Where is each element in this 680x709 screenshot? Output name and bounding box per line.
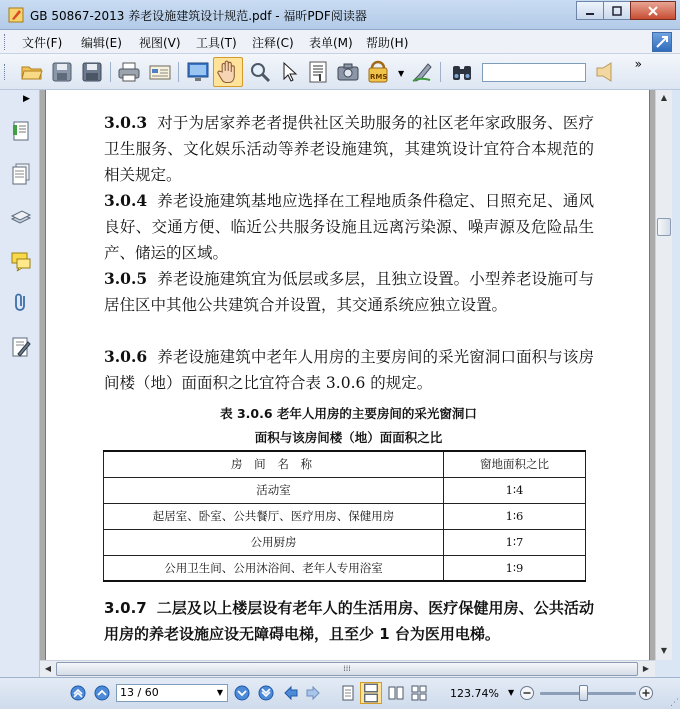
title-bar (0, 0, 680, 30)
menu-form[interactable]: 表单(M) (309, 36, 353, 50)
table-cell-ratio: 1∶6 (444, 503, 586, 529)
hand-tool-icon (214, 58, 242, 86)
table-cell-ratio: 1∶9 (444, 555, 586, 581)
open-folder-icon[interactable] (20, 60, 44, 84)
maximize-icon (612, 6, 622, 16)
status-bar (0, 677, 680, 709)
table-header-room: 房 间 名 称 (104, 451, 444, 477)
close-button[interactable] (630, 1, 676, 20)
maximize-button[interactable] (603, 1, 631, 20)
toolbar (0, 54, 680, 90)
zoom-slider-track[interactable] (540, 692, 636, 695)
continuous-facing-icon[interactable] (411, 685, 427, 701)
foxit-app-icon (8, 7, 24, 23)
hand-tool-button[interactable] (213, 57, 243, 87)
clause-text: 养老设施建筑宜为低层或多层，且独立设置。小型养老设施可与居住区中其他公共建筑合并设置，其交通系统应独立设置。 (104, 270, 594, 314)
window-ratio-table (103, 450, 586, 582)
table-caption-line1: 表 3.0.6 老年人用房的主要房间的采光窗洞口 (220, 406, 477, 421)
scroll-down-arrow[interactable]: ▼ (660, 646, 668, 655)
previous-page-icon[interactable] (94, 685, 110, 701)
panel-expand-arrow[interactable]: ▶ (23, 94, 30, 104)
single-page-icon[interactable] (340, 685, 356, 701)
attachments-icon[interactable] (10, 291, 32, 313)
menu-comment[interactable]: 注释(C) (252, 36, 294, 50)
email-icon[interactable] (148, 60, 172, 84)
rms-button[interactable] (366, 60, 396, 84)
table-cell-ratio: 1∶4 (444, 477, 586, 503)
back-arrow-icon[interactable] (283, 685, 299, 701)
menu-file[interactable]: 文件(F) (22, 36, 63, 50)
toolbar-separator (440, 62, 441, 82)
toolbar-separator (110, 62, 111, 82)
clause-number: 3.0.7 (104, 599, 147, 617)
print-icon[interactable] (117, 60, 141, 84)
save-as-icon[interactable] (80, 60, 104, 84)
layers-icon[interactable] (10, 206, 32, 228)
fullscreen-icon[interactable] (186, 60, 210, 84)
menu-edit[interactable]: 编辑(E) (81, 36, 122, 50)
toolbar-more-chevron[interactable]: » (634, 57, 642, 71)
next-page-icon[interactable] (234, 685, 250, 701)
expand-icon[interactable] (652, 32, 672, 52)
clause-3-0-7 (104, 595, 594, 647)
clause-text: 二层及以上楼层设有老年人的生活用房、医疗保健用房、公共活动用房的养老设施应设无障碍电梯，且至少 1 台为医用电梯。 (104, 599, 594, 643)
table-row (104, 503, 586, 529)
table-cell-ratio: 1∶7 (444, 529, 586, 555)
clause-text: 养老设施建筑基地应选择在工程地质条件稳定、日照充足、通风良好、交通方便、临近公共服务设施且远离污染源、噪声源及危险品生产、储运的区域。 (104, 192, 594, 262)
zoom-tool-icon[interactable] (248, 60, 272, 84)
clause-text: 对于为居家养老者提供社区关助服务的社区老年家政服务、医疗卫生服务、文化娱乐活动等养老设施建筑，其建筑设计宜符合本规范的相关规定。 (104, 114, 594, 184)
vertical-scroll-thumb[interactable] (657, 218, 671, 236)
find-next-icon[interactable] (593, 60, 617, 84)
find-binoculars-icon[interactable] (450, 60, 474, 84)
table-row (104, 477, 586, 503)
find-input[interactable] (482, 63, 586, 82)
table-cell-room: 公用厨房 (104, 529, 444, 555)
clause-3-0-4 (104, 188, 594, 266)
clause-3-0-3 (104, 110, 594, 188)
pages-icon[interactable] (10, 163, 32, 185)
menu-help[interactable]: 帮助(H) (366, 36, 409, 50)
table-cell-room: 活动室 (104, 477, 444, 503)
page-number-value: 13 / 60 (120, 686, 159, 699)
page-dropdown-arrow[interactable]: ▼ (216, 688, 224, 697)
clause-text: 养老设施建筑中老年人用房的主要房间的采光窗洞口面积与该房间楼（地）面面积之比宜符合表 3.0.6 的规定。 (104, 348, 594, 392)
page-number-field[interactable] (116, 684, 228, 702)
vertical-scrollbar[interactable] (655, 90, 672, 660)
table-caption-line2: 面积与该房间楼（地）面面积之比 (254, 430, 443, 445)
window-controls (577, 1, 676, 20)
menu-view[interactable]: 视图(V) (139, 36, 181, 50)
minimize-button[interactable] (576, 1, 604, 20)
scroll-up-arrow[interactable]: ▲ (660, 93, 668, 102)
bookmarks-icon[interactable] (10, 120, 32, 142)
signatures-icon[interactable] (10, 336, 32, 358)
comments-icon[interactable] (10, 250, 32, 272)
horizontal-scroll-thumb[interactable]: ⁞⁞⁞ (56, 662, 638, 676)
scroll-right-arrow[interactable]: ▶ (642, 664, 650, 673)
table-row (104, 529, 586, 555)
scroll-left-arrow[interactable]: ◀ (44, 664, 52, 673)
rms-label: RMS (370, 73, 388, 81)
clause-3-0-5 (104, 266, 594, 318)
table-header-row (104, 451, 586, 477)
minimize-icon (585, 6, 595, 16)
zoom-slider-thumb[interactable] (579, 685, 588, 701)
zoom-level[interactable]: 123.74% (450, 687, 499, 700)
save-icon[interactable] (50, 60, 74, 84)
first-page-icon[interactable] (70, 685, 86, 701)
zoom-in-icon[interactable] (638, 685, 654, 701)
zoom-out-icon[interactable] (519, 685, 535, 701)
navigation-panel (0, 90, 40, 678)
pdf-page (45, 90, 650, 660)
menu-grip[interactable] (4, 34, 7, 50)
sign-icon[interactable] (410, 60, 434, 84)
rms-dropdown-arrow[interactable]: ▼ (398, 69, 405, 78)
forward-arrow-icon[interactable] (305, 685, 321, 701)
clause-number: 3.0.5 (104, 269, 148, 288)
horizontal-scrollbar[interactable] (40, 660, 655, 677)
table-cell-room: 起居室、卧室、公共餐厅、医疗用房、保健用房 (104, 503, 444, 529)
resize-grip-icon[interactable]: ⋰ (670, 698, 679, 708)
text-select-icon[interactable] (306, 60, 330, 84)
snapshot-icon[interactable] (336, 60, 360, 84)
clause-number: 3.0.4 (104, 191, 148, 210)
clause-3-0-6 (104, 344, 594, 396)
last-page-icon[interactable] (258, 685, 274, 701)
table-row (104, 555, 586, 581)
close-icon (647, 5, 659, 17)
clause-number: 3.0.6 (104, 347, 148, 366)
table-header-ratio: 窗地面积之比 (444, 451, 586, 477)
continuous-page-button[interactable] (360, 682, 382, 704)
toolbar-separator (178, 62, 179, 82)
zoom-dropdown-arrow[interactable]: ▼ (508, 688, 515, 697)
menu-tools[interactable]: 工具(T) (196, 36, 237, 50)
table-cell-room: 公用卫生间、公用沐浴间、老年人专用浴室 (104, 555, 444, 581)
facing-page-icon[interactable] (388, 685, 404, 701)
menu-bar (0, 30, 680, 54)
clause-number: 3.0.3 (104, 113, 148, 132)
toolbar-grip[interactable] (4, 64, 7, 80)
continuous-page-icon (361, 683, 381, 703)
select-tool-icon[interactable] (278, 60, 302, 84)
window-title: GB 50867-2013 养老设施建筑设计规范.pdf - 福昕PDF阅读器 (30, 9, 367, 23)
document-view[interactable] (40, 90, 655, 660)
